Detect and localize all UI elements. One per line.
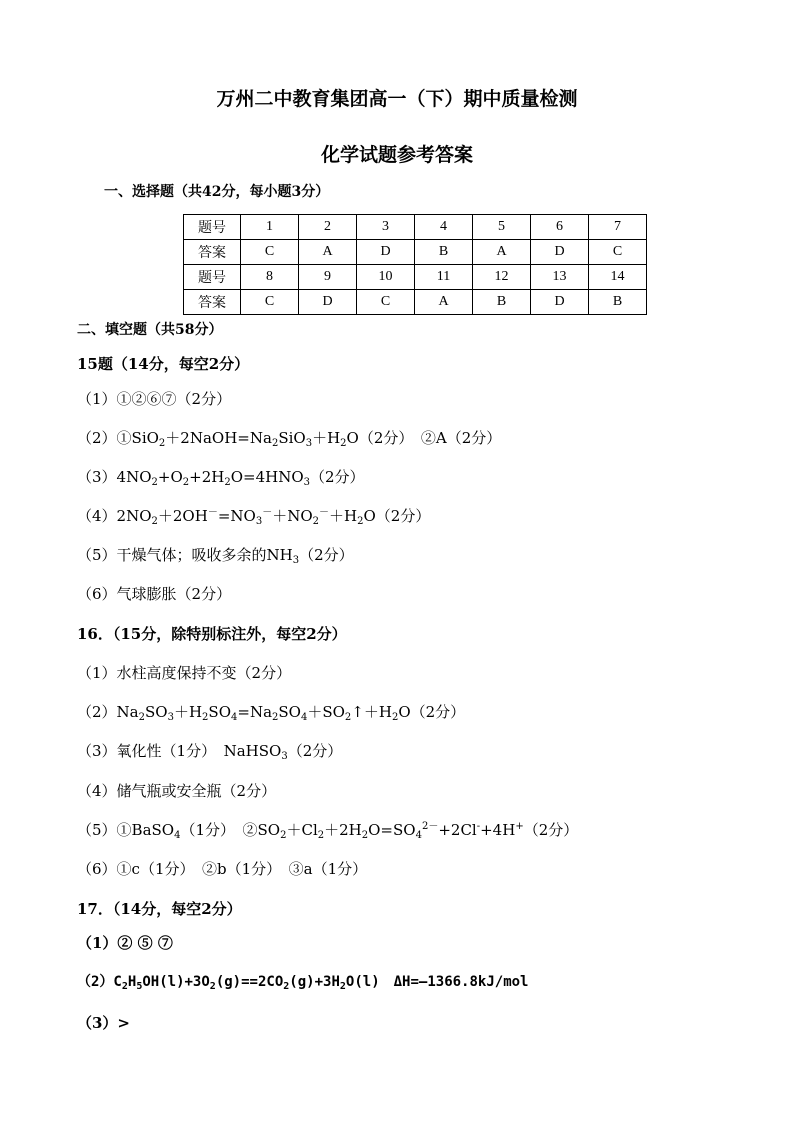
table-row [184, 215, 647, 240]
subscript: 5 [136, 981, 143, 992]
section2-heading: 二、填空题（共58分） [77, 322, 223, 338]
subscript: 3 [303, 477, 311, 488]
q16-answer-2-text: ＋H [173, 703, 203, 721]
table-cell: A [299, 240, 357, 265]
q16-answer-3-text: （3）氧化性（1分） NaHSO [77, 742, 282, 760]
q15-answer-4-text: ＋NO [272, 507, 313, 525]
q15-heading: 15题（14分，每空2分） [77, 355, 250, 373]
table-cell: A [473, 240, 531, 265]
q17-answer-2-text: H [127, 974, 137, 990]
subscript: 2 [151, 516, 158, 527]
superscript: + [515, 821, 524, 832]
subscript: 2 [317, 830, 325, 841]
q15-answer-3 [77, 466, 365, 487]
superscript: － [262, 507, 273, 518]
table-cell: 12 [473, 265, 531, 290]
subscript: 3 [292, 555, 300, 566]
q16-answer-5-text: +2Cl [438, 821, 477, 839]
subscript: 2 [158, 438, 166, 449]
subscript: 2 [202, 712, 209, 723]
table-cell: 13 [531, 265, 589, 290]
q15-answer-2 [77, 427, 501, 448]
subscript: 2 [138, 712, 145, 723]
table-cell: 3 [357, 215, 415, 240]
subscript: 2 [224, 477, 231, 488]
subscript: 3 [281, 751, 288, 762]
table-cell: 答案 [184, 240, 241, 265]
q16-answer-2-text: SO [145, 703, 168, 721]
q16-answer-2-text: ↑＋H [351, 703, 392, 721]
table-cell: D [299, 290, 357, 315]
document-subtitle: 化学试题参考答案 [320, 144, 473, 166]
subscript: 2 [271, 438, 279, 449]
table-cell: C [357, 290, 415, 315]
q16-answer-2 [77, 701, 465, 722]
q17-heading: 17．（14分，每空2分） [77, 900, 242, 918]
q16-answer-2-text: SO [208, 703, 231, 721]
q16-answer-5-text: +4H [480, 821, 516, 839]
q16-answer-3-text: （2分） [287, 742, 343, 760]
q15-answer-2-text: ＋2NaOH=Na [165, 429, 272, 447]
section1-heading: 一、选择题（共42分，每小题3分） [104, 184, 330, 200]
table-cell: 5 [473, 215, 531, 240]
table-cell: 9 [299, 265, 357, 290]
q15-answer-4-text: ＋H [329, 507, 358, 525]
q16-answer-5-text: （5）①BaSO [77, 821, 175, 839]
q17-answer-2 [77, 971, 528, 991]
subscript: 4 [415, 830, 422, 841]
superscript: - [476, 821, 481, 832]
subscript: 3 [305, 438, 313, 449]
subscript: 2 [280, 830, 287, 841]
subscript: 2 [340, 438, 347, 449]
subscript: 2 [361, 830, 369, 841]
q16-answer-3 [77, 740, 342, 761]
table-cell: 题号 [184, 265, 241, 290]
subscript: 2 [312, 516, 320, 527]
q16-heading: 16．（15分，除特别标注外，每空2分） [77, 625, 347, 643]
q16-answer-2-text: O（2分） [398, 703, 466, 721]
table-cell: B [589, 290, 647, 315]
q15-answer-4-text: ＋2OH [157, 507, 208, 525]
q15-answer-2-text: ＋H [312, 429, 341, 447]
table-cell: 题号 [184, 215, 241, 240]
subscript: 2 [121, 981, 128, 992]
document-title: 万州二中教育集团高一（下）期中质量检测 [216, 88, 578, 110]
table-cell: 1 [241, 215, 299, 240]
q16-answer-1: （1）水柱高度保持不变（2分） [77, 664, 292, 682]
table-cell: 2 [299, 215, 357, 240]
subscript: 4 [300, 712, 308, 723]
subscript: 2 [391, 712, 399, 723]
table-cell: D [531, 290, 589, 315]
q16-answer-5-text: （2分） [523, 821, 579, 839]
q17-answer-2-text: (g)+3H [289, 974, 340, 990]
superscript: － [319, 507, 330, 518]
table-cell: B [415, 240, 473, 265]
subscript: 2 [272, 712, 279, 723]
q15-answer-3-text: （3）4NO [77, 468, 152, 486]
table-cell: 11 [415, 265, 473, 290]
table-cell: C [241, 290, 299, 315]
q17-answer-2-text: (g)==2CO [215, 974, 284, 990]
table-cell: B [473, 290, 531, 315]
q15-answer-4-text: （4）2NO [77, 507, 152, 525]
q15-answer-2-text: SiO [278, 429, 306, 447]
q16-answer-4: （4）储气瓶或安全瓶（2分） [77, 782, 277, 800]
answer-table [183, 214, 647, 315]
subscript: 2 [283, 981, 290, 992]
q15-answer-4 [77, 505, 430, 526]
subscript: 2 [357, 516, 364, 527]
table-cell: A [415, 290, 473, 315]
q15-answer-4-text: =NO [217, 507, 256, 525]
q15-answer-5 [77, 544, 354, 565]
table-cell: C [241, 240, 299, 265]
q15-answer-2-text: O（2分） ②A（2分） [346, 429, 502, 447]
q16-answer-2-text: SO [278, 703, 301, 721]
table-cell: D [357, 240, 415, 265]
subscript: 2 [339, 981, 346, 992]
table-row [184, 265, 647, 290]
table-cell: 8 [241, 265, 299, 290]
q15-answer-5-text: （2分） [299, 546, 354, 564]
table-cell: 4 [415, 215, 473, 240]
table-row [184, 240, 647, 265]
subscript: 2 [209, 981, 216, 992]
superscript: － [207, 507, 218, 518]
q17-answer-3: （3）> [77, 1014, 131, 1032]
q17-answer-2-text: （2）C [77, 974, 122, 990]
q15-answer-1: （1）①②⑥⑦（2分） [77, 390, 232, 408]
subscript: 3 [255, 516, 263, 527]
table-cell: 7 [589, 215, 647, 240]
q17-answer-2-text: O(l) ΔH=—1366.8kJ/mol [345, 974, 529, 990]
q15-answer-3-text: （2分） [310, 468, 365, 486]
subscript: 3 [167, 712, 174, 723]
table-row [184, 290, 647, 315]
q16-answer-2-text: ＋SO [307, 703, 345, 721]
q15-answer-5-text: （5）干燥气体；吸收多余的NH [77, 546, 293, 564]
table-cell: 答案 [184, 290, 241, 315]
q16-answer-5-text: O=SO [368, 821, 416, 839]
subscript: 4 [174, 830, 181, 841]
q16-answer-5-text: （1分） ②SO [180, 821, 281, 839]
q17-answer-2-text: OH(l)+3O [142, 974, 210, 990]
subscript: 4 [231, 712, 238, 723]
table-cell: D [531, 240, 589, 265]
subscript: 2 [344, 712, 352, 723]
table-cell: 6 [531, 215, 589, 240]
q15-answer-3-text: O=4HNO [230, 468, 304, 486]
q16-answer-5 [77, 819, 578, 840]
q16-answer-5-text: ＋2H [324, 821, 362, 839]
q16-answer-2-text: （2）Na [77, 703, 139, 721]
table-cell: C [589, 240, 647, 265]
table-cell: 10 [357, 265, 415, 290]
q15-answer-6: （6）气球膨胀（2分） [77, 585, 232, 603]
subscript: 2 [151, 477, 158, 488]
table-cell: 14 [589, 265, 647, 290]
q16-answer-2-text: =Na [237, 703, 273, 721]
q15-answer-4-text: O（2分） [363, 507, 431, 525]
subscript: 2 [182, 477, 190, 488]
q15-answer-3-text: +2H [189, 468, 225, 486]
q17-answer-1: （1）② ⑤ ⑦ [77, 934, 173, 952]
q16-answer-5-text: ＋Cl [286, 821, 318, 839]
superscript: 2－ [421, 821, 439, 832]
q16-answer-6: （6）①c（1分） ②b（1分） ③a（1分） [77, 860, 368, 878]
q15-answer-3-text: +O [157, 468, 183, 486]
q15-answer-2-text: （2）①SiO [77, 429, 159, 447]
